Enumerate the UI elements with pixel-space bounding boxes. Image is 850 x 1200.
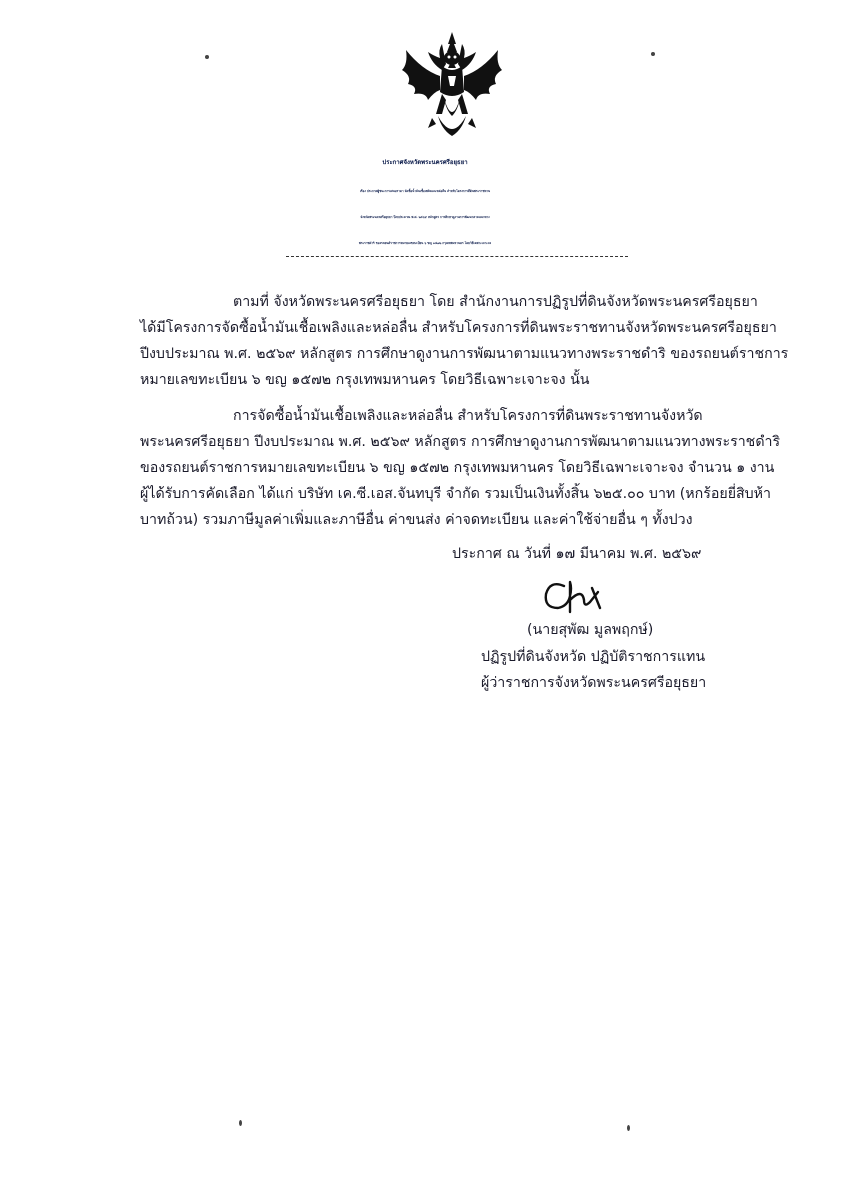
garuda-emblem-icon bbox=[398, 30, 506, 146]
announcement-title: ประกาศจังหวัดพระนครศรีอยุธยา bbox=[382, 159, 468, 166]
handwritten-signature-icon bbox=[540, 578, 610, 618]
announce-date: ประกาศ ณ วันที่ ๑๗ มีนาคม พ.ศ. ๒๕๖๙ bbox=[452, 546, 702, 562]
paragraph-2-line: ผู้ได้รับการคัดเลือก ได้แก่ บริษัท เค.ซี.เอส.จันทบุรี จำกัด รวมเป็นเงินทั้งสิ้น ๖๒๕.๐๐ บาท (หกร้อยยี่สิบห้า bbox=[140, 486, 771, 502]
page-speck bbox=[627, 1125, 630, 1131]
page-speck bbox=[239, 1120, 242, 1126]
signer-position-2: ผู้ว่าราชการจังหวัดพระนครศรีอยุธยา bbox=[481, 675, 707, 691]
page-speck bbox=[205, 55, 209, 59]
paragraph-1-line: ได้มีโครงการจัดซื้อน้ำมันเชื้อเพลิงและหล่อลื่น สำหรับโครงการที่ดินพระราชทานจังหวัดพระนครศรีอยุธยา bbox=[140, 320, 777, 336]
paragraph-2-line: พระนครศรีอยุธยา ปีงบประมาณ พ.ศ. ๒๕๖๙ หลักสูตร การศึกษาดูงานการพัฒนาตามแนวทางพระราชดำริ bbox=[140, 434, 781, 450]
paragraph-1-line: ปีงบประมาณ พ.ศ. ๒๕๖๙ หลักสูตร การศึกษาดูงานการพัฒนาตามแนวทางพระราชดำริ ของรถยนต์ราชการ bbox=[140, 346, 789, 362]
subject-line-2: จังหวัดพระนครศรีอยุธยา ปีงบประมาณ พ.ศ. ๒๕๖๙ หลักสูตร การศึกษาดูงานการพัฒนาตามแนวทาง bbox=[360, 215, 490, 219]
paragraph-2-line: ของรถยนต์ราชการหมายเลขทะเบียน ๖ ขญ ๑๕๗๒ กรุงเทพมหานคร โดยวิธีเฉพาะเจาะจง จำนวน ๑ งาน bbox=[140, 460, 775, 476]
subject-line-1: เรื่อง ประกาศผู้ชนะการเสนอราคา จัดซื้อน้ำมันเชื้อเพลิงและหล่อลื่น สำหรับโครงการที่ดินพระราชทาน bbox=[359, 189, 491, 193]
subject-line-3: พระราชดำริ ของรถยนต์ราชการหมายเลขทะเบียน ๖ ขญ ๑๕๗๒ กรุงเทพมหานคร โดยวิธีเฉพาะเจาะจง bbox=[358, 241, 492, 245]
paragraph-2-line: การจัดซื้อน้ำมันเชื้อเพลิงและหล่อลื่น สำหรับโครงการที่ดินพระราชทานจังหวัด bbox=[233, 408, 703, 424]
paragraph-1-line: หมายเลขทะเบียน ๖ ขญ ๑๕๗๒ กรุงเทพมหานคร โดยวิธีเฉพาะเจาะจง นั้น bbox=[140, 372, 590, 388]
dashed-divider bbox=[286, 256, 628, 257]
signer-position-1: ปฏิรูปที่ดินจังหวัด ปฏิบัติราชการแทน bbox=[481, 649, 706, 665]
paragraph-1-line: ตามที่ จังหวัดพระนครศรีอยุธยา โดย สำนักงานการปฏิรูปที่ดินจังหวัดพระนครศรีอยุธยา bbox=[233, 294, 758, 310]
paragraph-2-line: บาทถ้วน) รวมภาษีมูลค่าเพิ่มและภาษีอื่น ค่าขนส่ง ค่าจดทะเบียน และค่าใช้จ่ายอื่น ๆ ทั้งปวง bbox=[140, 512, 693, 528]
signer-name: (นายสุพัฒ มูลพฤกษ์) bbox=[527, 622, 654, 638]
page-speck bbox=[651, 52, 655, 56]
